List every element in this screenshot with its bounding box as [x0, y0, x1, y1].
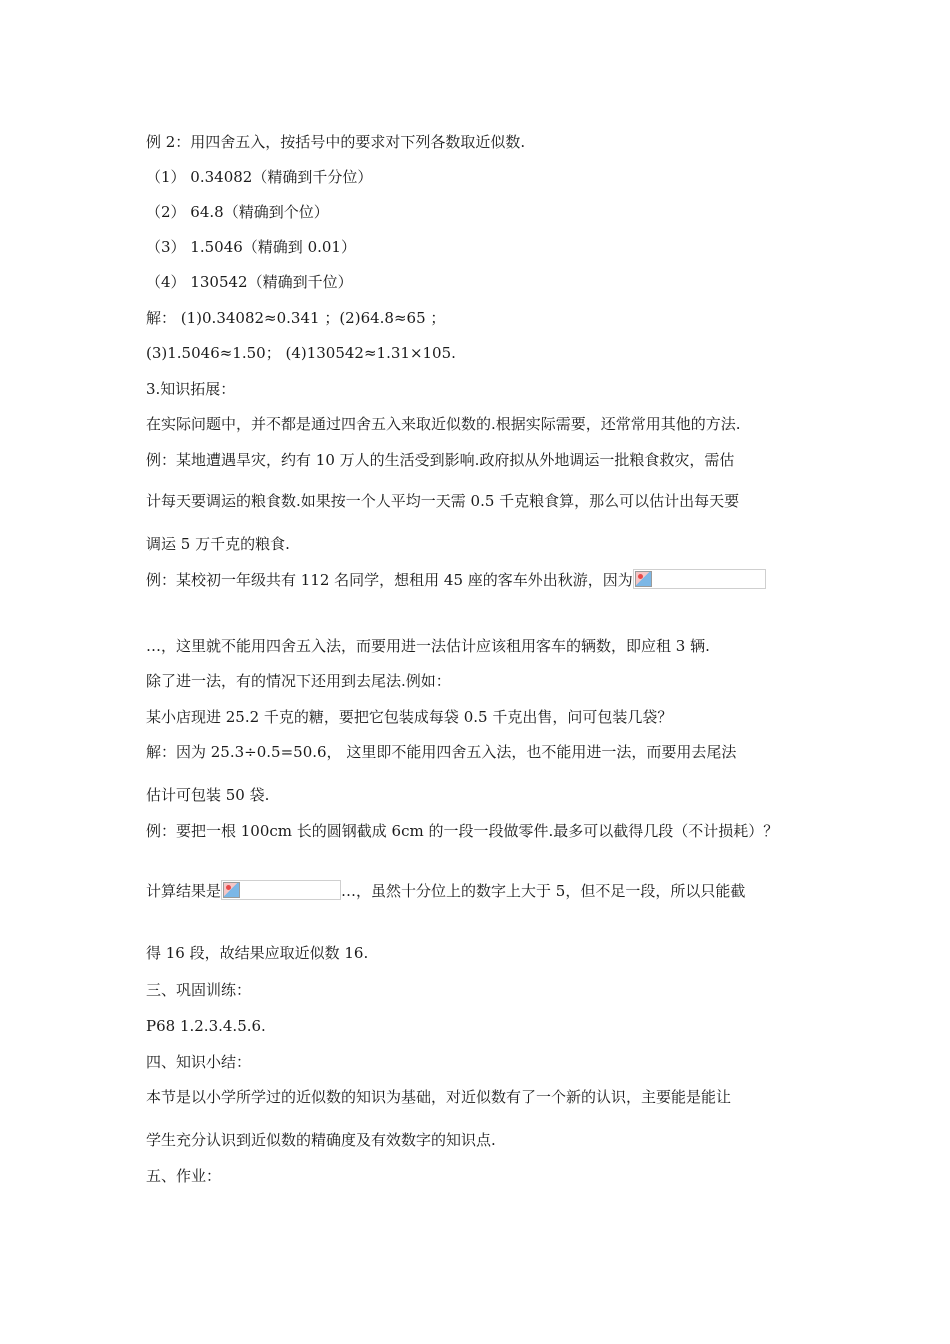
image-placeholder-icon	[635, 571, 652, 587]
exercise-item-1: （1） 0.34082（精确到千分位）	[146, 168, 373, 186]
paragraph-line: 得 16 段，故结果应取近似数 16.	[146, 944, 369, 962]
paragraph-text: 计算结果是	[146, 882, 222, 900]
paragraph-line: …，这里就不能用四舍五入法，而要用进一法估计应该租用客车的辆数，即应租 3 辆.	[146, 637, 710, 655]
exercise-item-2: （2） 64.8（精确到个位）	[146, 203, 329, 221]
paragraph-line: 在实际问题中，并不都是通过四舍五入来取近似数的.根据实际需要，还常常用其他的方法.	[146, 415, 741, 433]
exercise-item-4: （4） 130542（精确到千位）	[146, 273, 353, 291]
section-heading-summary: 四、知识小结：	[146, 1053, 252, 1071]
image-placeholder-icon	[223, 882, 240, 898]
example-2-heading: 例 2：用四舍五入，按括号中的要求对下列各数取近似数.	[146, 133, 526, 151]
paragraph-line: 例：要把一根 100cm 长的圆钢截成 6cm 的一段一段做零件.最多可以截得几段（不计损耗）？	[146, 822, 779, 840]
solution-line-1: 解： (1)0.34082≈0.341 ；(2)64.8≈65 ；	[146, 309, 446, 327]
paragraph-line: 学生充分认识到近似数的精确度及有效数字的知识点.	[146, 1131, 496, 1149]
broken-image-icon	[221, 880, 341, 900]
paragraph-line: 计每天要调运的粮食数.如果按一个人平均一天需 0.5 千克粮食算，那么可以估计出每天要	[146, 492, 740, 510]
paragraph-line: 估计可包装 50 袋.	[146, 786, 270, 804]
paragraph-text: 例：某校初一年级共有 112 名同学，想租用 45 座的客车外出秋游，因为	[146, 571, 633, 589]
solution-line-2: (3)1.5046≈1.50； (4)130542≈1.31×105.	[146, 344, 456, 362]
section-heading-homework: 五、作业：	[146, 1167, 222, 1185]
paragraph-line: 例：某地遭遇旱灾，约有 10 万人的生活受到影响.政府拟从外地调运一批粮食救灾，需估	[146, 451, 735, 469]
paragraph-line: 调运 5 万千克的粮食.	[146, 535, 290, 553]
paragraph-line: 解：因为 25.3÷0.5=50.6， 这里即不能用四舍五入法，也不能用进一法，而要用去尾法	[146, 743, 737, 761]
exercise-item-3: （3） 1.5046（精确到 0.01）	[146, 238, 356, 256]
paragraph-line-with-image	[146, 880, 745, 901]
paragraph-line: 某小店现进 25.2 千克的糖，要把它包装成每袋 0.5 千克出售，问可包装几袋？	[146, 708, 673, 726]
paragraph-line-with-image	[146, 569, 766, 590]
section-heading-practice: 三、巩固训练：	[146, 981, 252, 999]
section-heading-extension: 3.知识拓展：	[146, 380, 236, 398]
paragraph-line: 本节是以小学所学过的近似数的知识为基础，对近似数有了一个新的认识，主要能是能让	[146, 1088, 732, 1106]
paragraph-line: 除了进一法，有的情况下还用到去尾法.例如：	[146, 672, 451, 690]
paragraph-text: …，虽然十分位上的数字上大于 5，但不足一段，所以只能截	[341, 882, 746, 900]
broken-image-icon	[633, 569, 766, 589]
practice-reference: P68 1.2.3.4.5.6.	[146, 1017, 266, 1035]
